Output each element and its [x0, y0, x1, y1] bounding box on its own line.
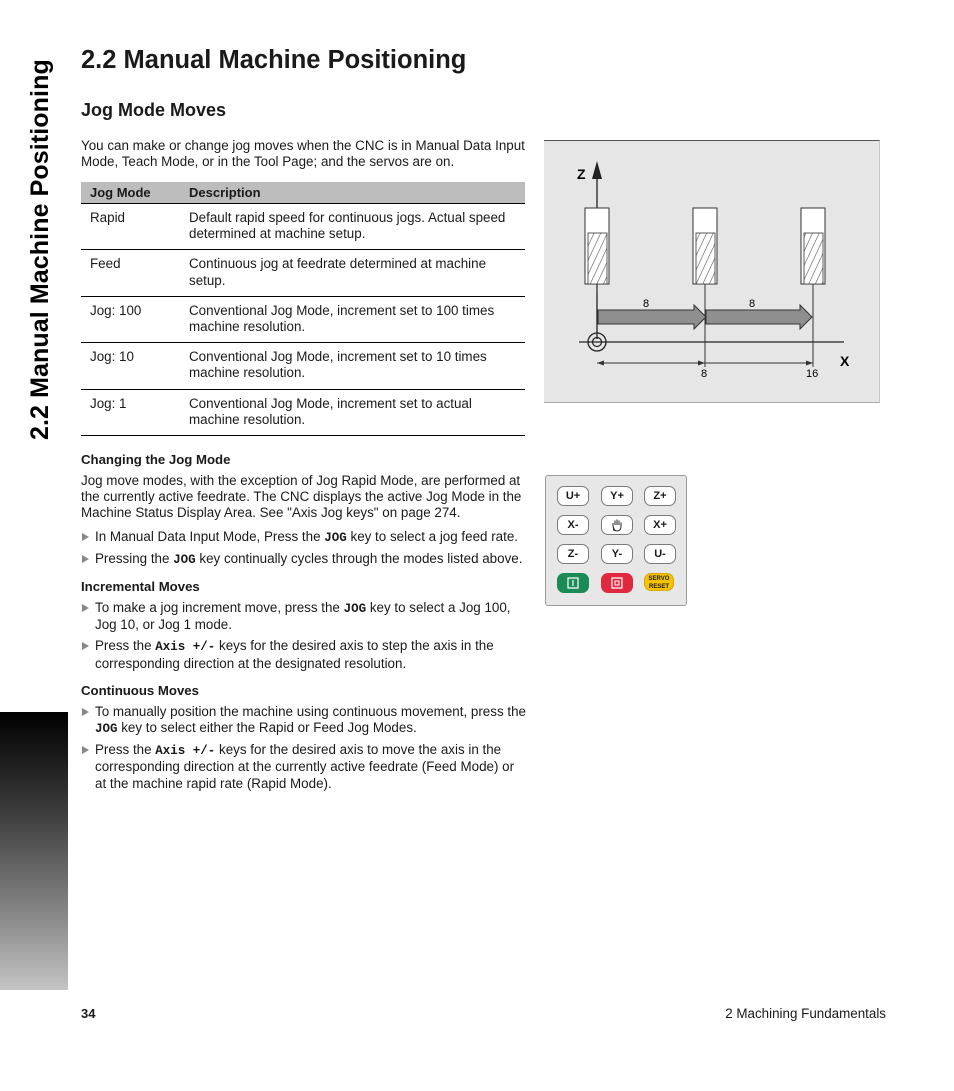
- bullet-arrow-icon: [82, 746, 89, 754]
- bullet-arrow-icon: [82, 533, 89, 541]
- table-row: [81, 389, 525, 435]
- y-plus-key[interactable]: Y+: [601, 486, 633, 506]
- jog-key-label: JOG: [324, 530, 347, 545]
- dimension-label-bottom-2: 16: [806, 368, 819, 380]
- x-plus-key[interactable]: X+: [644, 515, 676, 535]
- table-cell-description: Conventional Jog Mode, increment set to actual machine resolution.: [180, 389, 525, 435]
- table-header-description: Description: [180, 182, 525, 204]
- dimension-label-top-1: 8: [643, 298, 650, 310]
- bullet-text: key to select a Jog 100, Jog 10, or Jog 1 mode.: [95, 600, 511, 633]
- end-mill-tool-2: [693, 208, 717, 367]
- table-cell-description: Conventional Jog Mode, increment set to 10 times machine resolution.: [180, 343, 525, 389]
- servo-reset-label-line1: SERVO: [648, 576, 670, 582]
- cycle-start-icon: [565, 576, 581, 590]
- hand-icon: [610, 518, 624, 532]
- y-minus-key[interactable]: Y-: [601, 544, 633, 564]
- bullet-arrow-icon: [82, 555, 89, 563]
- end-mill-tool-1: [585, 208, 609, 293]
- cycle-stop-icon: [609, 576, 625, 590]
- cycle-stop-key[interactable]: [601, 573, 633, 593]
- axis-key-label: Axis +/-: [155, 640, 216, 655]
- end-mill-tool-3: [801, 208, 825, 367]
- table-cell-mode: Jog: 1: [81, 389, 180, 435]
- x-minus-key[interactable]: X-: [557, 515, 589, 535]
- bullet-text: keys for the desired axis to step the axis in the corresponding direction at the designated resolution.: [95, 638, 494, 671]
- bullet-text: key to select either the Rapid or Feed Jog Modes.: [117, 720, 417, 736]
- servo-reset-key[interactable]: [644, 573, 674, 591]
- page-number: 34: [81, 1006, 96, 1021]
- bullet-arrow-icon: [82, 708, 89, 716]
- z-axis-label: Z: [577, 166, 586, 182]
- bullet-item: [81, 742, 527, 792]
- side-tab: [0, 0, 68, 990]
- bullet-text: To manually position the machine using continuous movement, press the: [95, 703, 526, 719]
- table-cell-mode: Jog: 10: [81, 343, 180, 389]
- jog-mode-table: [81, 182, 525, 436]
- table-cell-description: Conventional Jog Mode, increment set to 100 times machine resolution.: [180, 296, 525, 342]
- z-axis-arrowhead: [592, 161, 602, 179]
- jog-diagram: [544, 141, 879, 402]
- bullet-text: To make a jog increment move, press the: [95, 600, 344, 616]
- table-cell-description: Default rapid speed for continuous jogs. Actual speed determined at machine setup.: [180, 204, 525, 250]
- jog-key-label: JOG: [343, 602, 367, 617]
- bullet-text: Pressing the: [95, 550, 174, 566]
- move-arrow-1: [598, 305, 706, 329]
- z-minus-key[interactable]: Z-: [557, 544, 589, 564]
- heading-incremental-moves: Incremental Moves: [81, 579, 200, 595]
- axis-key-label: Axis +/-: [155, 744, 216, 759]
- bullet-text: Press the: [95, 742, 156, 758]
- side-tab-gradient: [0, 712, 68, 990]
- table-header-jog-mode: Jog Mode: [81, 182, 180, 204]
- bullet-text: keys for the desired axis to move the axis in the corresponding direction at the currently active feedrate (Feed Mode) or at the machine rapid rate (Rapid Mode).: [95, 742, 515, 791]
- bullet-arrow-icon: [82, 604, 89, 612]
- z-plus-key[interactable]: Z+: [644, 486, 676, 506]
- move-arrow-2: [706, 305, 812, 329]
- table-row: [81, 204, 525, 250]
- table-row: [81, 296, 525, 342]
- intro-paragraph: You can make or change jog moves when the CNC is in Manual Data Input Mode, Teach Mode, or in the Tool Page; and the servos are on.: [81, 138, 525, 170]
- bullet-item: [81, 704, 527, 737]
- dimension-label-top-2: 8: [749, 298, 756, 310]
- jog-key-label: JOG: [95, 722, 118, 737]
- body-text-column: [81, 452, 527, 797]
- u-minus-key[interactable]: U-: [644, 544, 676, 564]
- bullet-item: [81, 551, 527, 568]
- table-cell-mode: Jog: 100: [81, 296, 180, 342]
- jog-increment-figure: [544, 140, 880, 403]
- jog-key-label: JOG: [173, 552, 196, 567]
- servo-reset-label-line2: RESET: [648, 584, 669, 590]
- table-cell-description: Continuous jog at feedrate determined at machine setup.: [180, 250, 525, 296]
- jog-hand-key[interactable]: [601, 515, 633, 535]
- bullet-item: [81, 529, 527, 546]
- page-title: 2.2 Manual Machine Positioning: [81, 46, 467, 74]
- table-header-row: [81, 182, 525, 204]
- bullet-text: key continually cycles through the modes listed above.: [195, 550, 523, 566]
- axis-jog-keypad: [545, 475, 687, 606]
- u-plus-key[interactable]: U+: [557, 486, 589, 506]
- table-row: [81, 343, 525, 389]
- section-subtitle: Jog Mode Moves: [81, 100, 227, 120]
- heading-changing-jog-mode: Changing the Jog Mode: [81, 452, 231, 467]
- changing-paragraph: Jog move modes, with the exception of Jog Rapid Mode, are performed at the currently active feedrate. The CNC displays the active Jog Mode in the Machine Status Display Area. See "Axis Jog keys" on page 274.: [81, 473, 522, 521]
- bullet-arrow-icon: [82, 642, 89, 650]
- bullet-item: [81, 600, 527, 633]
- x-axis-label: X: [840, 353, 850, 369]
- cycle-start-key[interactable]: [557, 573, 589, 593]
- heading-continuous-moves: Continuous Moves: [81, 682, 199, 698]
- chapter-footer: 2 Machining Fundamentals: [725, 1006, 886, 1021]
- bullet-text: key to select a jog feed rate.: [346, 528, 518, 544]
- bullet-text: Press the: [95, 638, 156, 654]
- side-tab-label: 2.2 Manual Machine Positioning: [26, 59, 54, 440]
- table-cell-mode: Rapid: [81, 204, 180, 250]
- table-cell-mode: Feed: [81, 250, 180, 296]
- table-row: [81, 250, 525, 296]
- bullet-text: In Manual Data Input Mode, Press the: [95, 528, 325, 544]
- dimension-label-bottom-1: 8: [701, 368, 708, 380]
- bullet-item: [81, 638, 527, 671]
